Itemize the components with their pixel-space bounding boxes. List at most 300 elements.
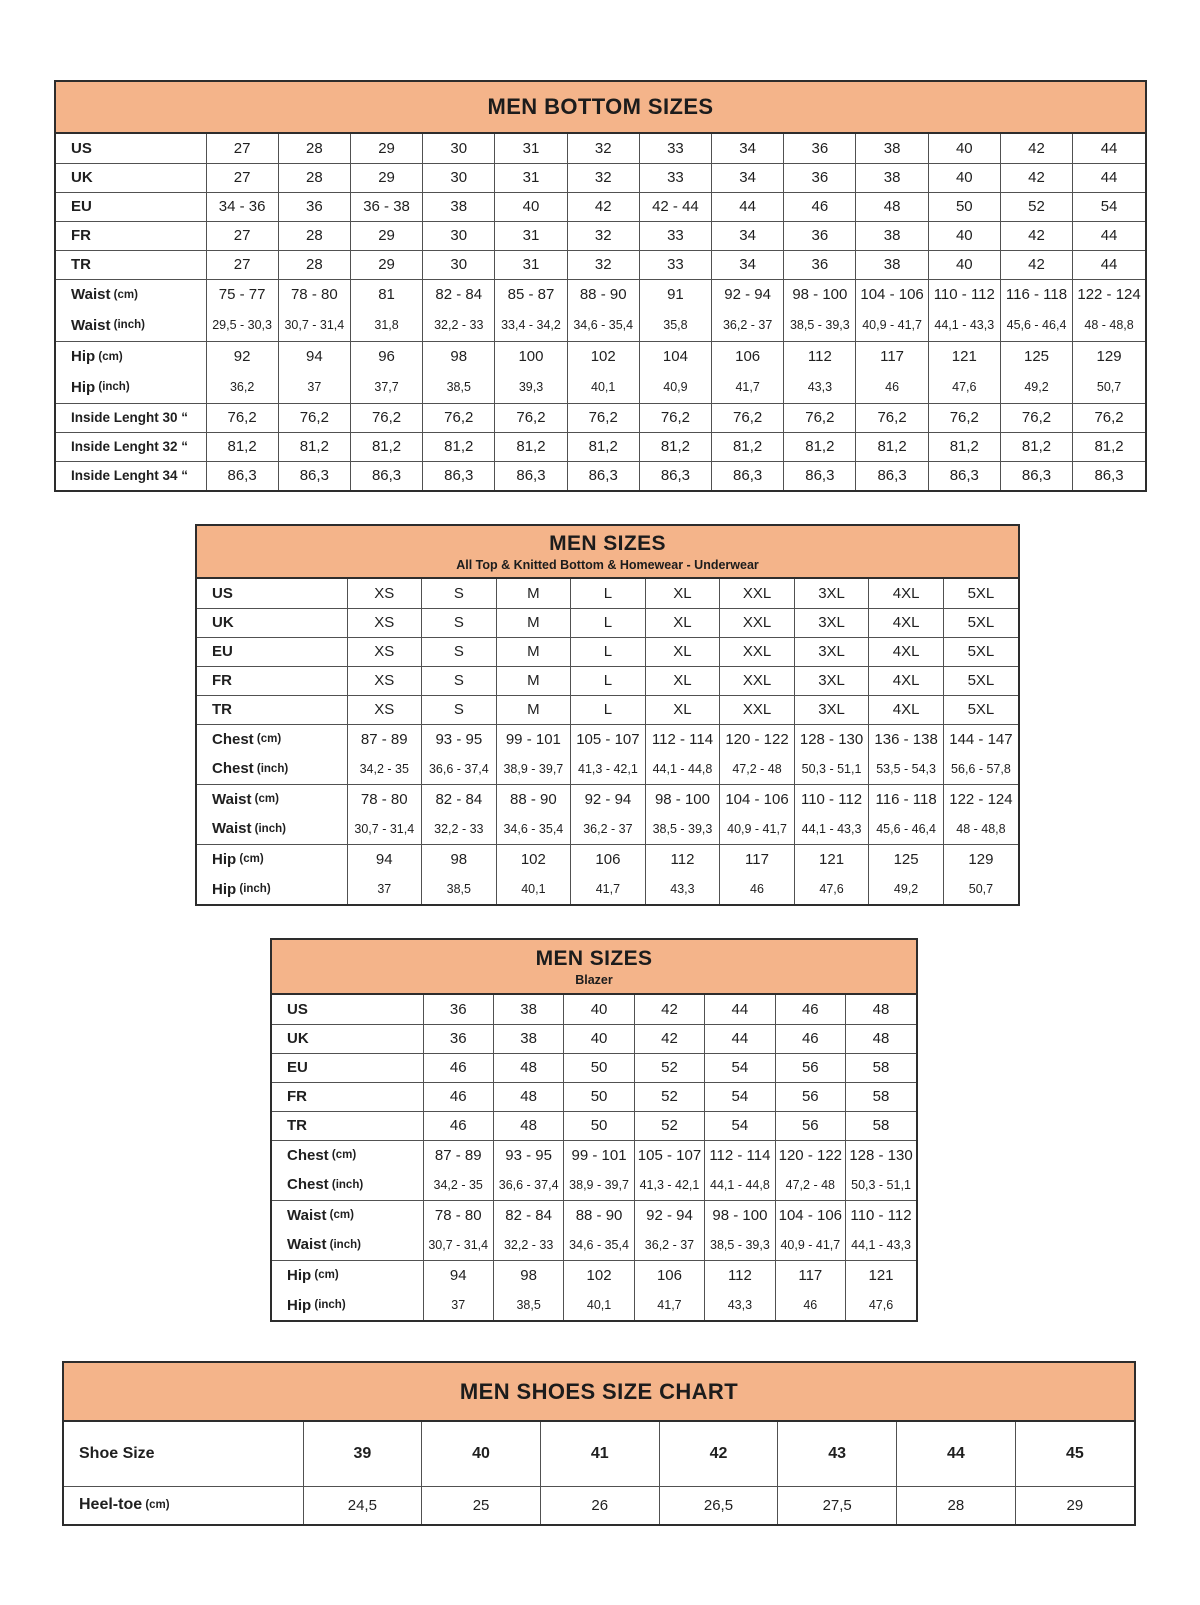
value-cell: XXL bbox=[720, 579, 795, 608]
value-cell: 86,3 bbox=[784, 461, 856, 490]
row-label bbox=[272, 1260, 423, 1320]
value-cell: 76,2 bbox=[928, 403, 1000, 432]
value-cell: 46 bbox=[784, 192, 856, 221]
value-cell: 81 31,8 bbox=[350, 279, 422, 341]
value-cell: 46 bbox=[423, 1053, 493, 1082]
value-cell: 128 - 130 50,3 - 51,1 bbox=[846, 1140, 916, 1200]
value-cell: 81,2 bbox=[567, 432, 639, 461]
value-cell: 43 bbox=[778, 1422, 897, 1486]
value-cell: 42 bbox=[1000, 163, 1072, 192]
row-label-text: Waist (inch) bbox=[212, 820, 286, 838]
table-row bbox=[197, 579, 1018, 608]
value-cell: 3XL bbox=[794, 666, 869, 695]
value-cell: 36 bbox=[784, 134, 856, 163]
value-cell: 36 - 38 bbox=[350, 192, 422, 221]
value-cell: 36 bbox=[278, 192, 350, 221]
value-cell: 34 bbox=[712, 134, 784, 163]
value-cell: XS bbox=[347, 608, 422, 637]
table-row bbox=[197, 666, 1018, 695]
value-cell: 112 43,3 bbox=[784, 341, 856, 403]
row-label-text: EU bbox=[71, 198, 92, 215]
table-row bbox=[56, 403, 1145, 432]
value-cell: 106 41,7 bbox=[712, 341, 784, 403]
value-cell: 76,2 bbox=[206, 403, 278, 432]
row-label-text: Inside Lenght 34 “ bbox=[71, 468, 189, 484]
value-cell: 48 bbox=[493, 1111, 563, 1140]
value-cell: 44 bbox=[1073, 134, 1145, 163]
value-cell: 94 37 bbox=[347, 844, 422, 904]
row-label-text: Hip (cm) bbox=[212, 850, 264, 868]
value-cell: 30 bbox=[423, 134, 495, 163]
value-cell: 34 - 36 bbox=[206, 192, 278, 221]
value-cell: 104 40,9 bbox=[639, 341, 711, 403]
value-cell: 3XL bbox=[794, 579, 869, 608]
value-cell: S bbox=[422, 637, 497, 666]
row-label-text: Waist (inch) bbox=[71, 316, 145, 334]
row-label-text: Hip (cm) bbox=[71, 348, 123, 366]
value-cell: 44 bbox=[712, 192, 784, 221]
value-cell: XS bbox=[347, 579, 422, 608]
value-cell: 99 - 101 38,9 - 39,7 bbox=[496, 724, 571, 784]
value-cell: 104 - 106 40,9 - 41,7 bbox=[720, 784, 795, 844]
value-cell: 78 - 80 30,7 - 31,4 bbox=[347, 784, 422, 844]
table-row bbox=[56, 163, 1145, 192]
table-men-shoes-size-chart bbox=[62, 1361, 1136, 1526]
value-cell: 29 bbox=[350, 134, 422, 163]
value-cell: 112 - 114 44,1 - 44,8 bbox=[705, 1140, 775, 1200]
value-cell: 25 bbox=[422, 1486, 541, 1524]
value-cell: 44 bbox=[1073, 163, 1145, 192]
value-cell: 86,3 bbox=[639, 461, 711, 490]
value-cell: 4XL bbox=[869, 695, 944, 724]
value-cell: 81,2 bbox=[784, 432, 856, 461]
value-cell: M bbox=[496, 637, 571, 666]
value-cell: 117 46 bbox=[775, 1260, 845, 1320]
row-label bbox=[272, 1140, 423, 1200]
value-cell: 58 bbox=[846, 1111, 916, 1140]
value-cell: 81,2 bbox=[639, 432, 711, 461]
value-cell: 34 bbox=[712, 250, 784, 279]
value-cell: 76,2 bbox=[350, 403, 422, 432]
value-cell: 5XL bbox=[943, 695, 1018, 724]
value-cell: XXL bbox=[720, 637, 795, 666]
value-cell: 42 bbox=[1000, 134, 1072, 163]
value-cell: 86,3 bbox=[423, 461, 495, 490]
table-row bbox=[197, 637, 1018, 666]
table-header-bar bbox=[197, 526, 1018, 579]
value-cell: XL bbox=[645, 637, 720, 666]
value-cell: 29 bbox=[350, 163, 422, 192]
value-cell: 33 bbox=[639, 250, 711, 279]
value-cell: 29 bbox=[350, 221, 422, 250]
value-cell: 81,2 bbox=[495, 432, 567, 461]
table-row bbox=[64, 1486, 1134, 1524]
value-cell: 45 bbox=[1015, 1422, 1134, 1486]
value-cell: 42 bbox=[634, 1024, 704, 1053]
value-cell: 52 bbox=[1000, 192, 1072, 221]
table-row bbox=[56, 432, 1145, 461]
value-cell: 85 - 87 33,4 - 34,2 bbox=[495, 279, 567, 341]
value-cell: L bbox=[571, 608, 646, 637]
value-cell: 76,2 bbox=[1000, 403, 1072, 432]
value-cell: 54 bbox=[705, 1082, 775, 1111]
row-label bbox=[272, 995, 423, 1024]
value-cell: 86,3 bbox=[712, 461, 784, 490]
table-row bbox=[272, 995, 916, 1024]
value-cell: L bbox=[571, 666, 646, 695]
value-cell: 5XL bbox=[943, 579, 1018, 608]
value-cell: 88 - 90 34,6 - 35,4 bbox=[567, 279, 639, 341]
row-label bbox=[272, 1053, 423, 1082]
value-cell: 98 38,5 bbox=[422, 844, 497, 904]
value-cell: 125 49,2 bbox=[869, 844, 944, 904]
value-cell: 86,3 bbox=[350, 461, 422, 490]
value-cell: 87 - 89 34,2 - 35 bbox=[347, 724, 422, 784]
value-cell: 32 bbox=[567, 163, 639, 192]
row-label-text: Heel-toe (cm) bbox=[79, 1496, 170, 1514]
row-label-text: TR bbox=[287, 1117, 307, 1134]
value-cell: 38 bbox=[856, 134, 928, 163]
row-label-text: US bbox=[212, 584, 233, 602]
table-row bbox=[272, 1260, 916, 1320]
value-cell: 112 43,3 bbox=[645, 844, 720, 904]
value-cell: L bbox=[571, 637, 646, 666]
value-cell: 106 41,7 bbox=[634, 1260, 704, 1320]
value-cell: 50 bbox=[564, 1082, 634, 1111]
row-label-text: UK bbox=[212, 614, 234, 631]
table-header-bar bbox=[64, 1363, 1134, 1422]
value-cell: 98 - 100 38,5 - 39,3 bbox=[705, 1200, 775, 1260]
table-men-sizes-tops bbox=[195, 524, 1020, 906]
value-cell: 56 bbox=[775, 1082, 845, 1111]
value-cell: M bbox=[496, 695, 571, 724]
row-label bbox=[197, 579, 347, 608]
value-cell: 129 50,7 bbox=[943, 844, 1018, 904]
value-cell: XS bbox=[347, 637, 422, 666]
table-row bbox=[56, 221, 1145, 250]
value-cell: 28 bbox=[897, 1486, 1016, 1524]
value-cell: 105 - 107 41,3 - 42,1 bbox=[634, 1140, 704, 1200]
value-cell: 76,2 bbox=[495, 403, 567, 432]
value-cell: 54 bbox=[1073, 192, 1145, 221]
size-table bbox=[56, 134, 1145, 490]
value-cell: S bbox=[422, 579, 497, 608]
value-cell: 78 - 80 30,7 - 31,4 bbox=[278, 279, 350, 341]
value-cell: 91 35,8 bbox=[639, 279, 711, 341]
table-row bbox=[56, 134, 1145, 163]
value-cell: S bbox=[422, 608, 497, 637]
table-header-bar bbox=[272, 940, 916, 995]
value-cell: 81,2 bbox=[350, 432, 422, 461]
table-subtitle: All Top & Knitted Bottom & Homewear - Underwear bbox=[456, 557, 759, 572]
value-cell: 28 bbox=[278, 221, 350, 250]
row-label bbox=[197, 784, 347, 844]
value-cell: 27 bbox=[206, 221, 278, 250]
value-cell: 121 47,6 bbox=[928, 341, 1000, 403]
value-cell: 81,2 bbox=[206, 432, 278, 461]
value-cell: 105 - 107 41,3 - 42,1 bbox=[571, 724, 646, 784]
value-cell: 42 bbox=[1000, 221, 1072, 250]
row-label bbox=[272, 1024, 423, 1053]
table-row bbox=[197, 844, 1018, 904]
row-label bbox=[56, 432, 206, 461]
value-cell: 98 - 100 38,5 - 39,3 bbox=[784, 279, 856, 341]
value-cell: 110 - 112 44,1 - 43,3 bbox=[846, 1200, 916, 1260]
value-cell: S bbox=[422, 695, 497, 724]
value-cell: 26,5 bbox=[659, 1486, 778, 1524]
value-cell: 56 bbox=[775, 1053, 845, 1082]
row-label bbox=[272, 1200, 423, 1260]
value-cell: 112 43,3 bbox=[705, 1260, 775, 1320]
value-cell: 27 bbox=[206, 250, 278, 279]
value-cell: 32 bbox=[567, 250, 639, 279]
row-label bbox=[56, 221, 206, 250]
value-cell: 121 47,6 bbox=[846, 1260, 916, 1320]
value-cell: 92 - 94 36,2 - 37 bbox=[634, 1200, 704, 1260]
value-cell: S bbox=[422, 666, 497, 695]
table-row bbox=[272, 1200, 916, 1260]
value-cell: 50 bbox=[928, 192, 1000, 221]
value-cell: 31 bbox=[495, 250, 567, 279]
value-cell: 129 50,7 bbox=[1073, 341, 1145, 403]
value-cell: 36 bbox=[784, 221, 856, 250]
value-cell: 86,3 bbox=[856, 461, 928, 490]
value-cell: 86,3 bbox=[1000, 461, 1072, 490]
value-cell: M bbox=[496, 608, 571, 637]
row-label-text: Waist (cm) bbox=[71, 286, 138, 304]
value-cell: 76,2 bbox=[784, 403, 856, 432]
row-label-text: EU bbox=[287, 1059, 308, 1076]
value-cell: XS bbox=[347, 666, 422, 695]
value-cell: 93 - 95 36,6 - 37,4 bbox=[422, 724, 497, 784]
value-cell: 36 bbox=[784, 250, 856, 279]
value-cell: 30 bbox=[423, 221, 495, 250]
value-cell: 88 - 90 34,6 - 35,4 bbox=[496, 784, 571, 844]
value-cell: 38 bbox=[423, 192, 495, 221]
row-label-text: FR bbox=[71, 227, 91, 244]
row-label bbox=[64, 1486, 303, 1524]
value-cell: XXL bbox=[720, 695, 795, 724]
value-cell: XL bbox=[645, 608, 720, 637]
table-subtitle: Blazer bbox=[575, 972, 613, 987]
size-table bbox=[272, 995, 916, 1320]
value-cell: 3XL bbox=[794, 637, 869, 666]
value-cell: 58 bbox=[846, 1082, 916, 1111]
table-row bbox=[272, 1024, 916, 1053]
value-cell: 26 bbox=[540, 1486, 659, 1524]
value-cell: 41 bbox=[540, 1422, 659, 1486]
value-cell: 48 bbox=[846, 1024, 916, 1053]
value-cell: XS bbox=[347, 695, 422, 724]
value-cell: XXL bbox=[720, 608, 795, 637]
value-cell: 31 bbox=[495, 221, 567, 250]
value-cell: 110 - 112 44,1 - 43,3 bbox=[794, 784, 869, 844]
row-label-text: US bbox=[71, 139, 92, 157]
value-cell: 31 bbox=[495, 163, 567, 192]
value-cell: 88 - 90 34,6 - 35,4 bbox=[564, 1200, 634, 1260]
value-cell: 4XL bbox=[869, 637, 944, 666]
value-cell: 44 bbox=[1073, 250, 1145, 279]
row-label-text: Chest (cm) bbox=[287, 1146, 357, 1164]
value-cell: 27 bbox=[206, 134, 278, 163]
table-men-bottom-sizes bbox=[54, 80, 1147, 492]
value-cell: 112 - 114 44,1 - 44,8 bbox=[645, 724, 720, 784]
table-row bbox=[272, 1111, 916, 1140]
value-cell: 54 bbox=[705, 1111, 775, 1140]
value-cell: 92 36,2 bbox=[206, 341, 278, 403]
table-row bbox=[197, 608, 1018, 637]
value-cell: 48 bbox=[493, 1053, 563, 1082]
value-cell: 104 - 106 40,9 - 41,7 bbox=[856, 279, 928, 341]
table-row bbox=[56, 461, 1145, 490]
value-cell: 54 bbox=[705, 1053, 775, 1082]
value-cell: 38 bbox=[856, 221, 928, 250]
value-cell: 3XL bbox=[794, 695, 869, 724]
value-cell: 30 bbox=[423, 163, 495, 192]
value-cell: 40 bbox=[928, 221, 1000, 250]
table-row bbox=[56, 250, 1145, 279]
value-cell: 3XL bbox=[794, 608, 869, 637]
value-cell: 39 bbox=[303, 1422, 422, 1486]
row-label-text: Inside Lenght 32 “ bbox=[71, 439, 189, 454]
value-cell: M bbox=[496, 579, 571, 608]
value-cell: 98 38,5 bbox=[423, 341, 495, 403]
row-label-text: Shoe Size bbox=[79, 1444, 155, 1462]
table-row bbox=[272, 1140, 916, 1200]
row-label-text: Chest (cm) bbox=[212, 730, 282, 748]
value-cell: 122 - 124 48 - 48,8 bbox=[943, 784, 1018, 844]
table-title: MEN SIZES bbox=[535, 946, 653, 970]
row-label bbox=[197, 666, 347, 695]
value-cell: 50 bbox=[564, 1053, 634, 1082]
value-cell: 33 bbox=[639, 163, 711, 192]
value-cell: 42 bbox=[567, 192, 639, 221]
value-cell: 44 bbox=[897, 1422, 1016, 1486]
value-cell: 40 bbox=[928, 163, 1000, 192]
row-label-text: Inside Lenght 30 “ bbox=[71, 410, 189, 425]
value-cell: 58 bbox=[846, 1053, 916, 1082]
value-cell: 76,2 bbox=[423, 403, 495, 432]
table-title: MEN SHOES SIZE CHART bbox=[459, 1378, 739, 1404]
value-cell: 50 bbox=[564, 1111, 634, 1140]
value-cell: XXL bbox=[720, 666, 795, 695]
value-cell: 144 - 147 56,6 - 57,8 bbox=[943, 724, 1018, 784]
value-cell: 32 bbox=[567, 134, 639, 163]
value-cell: 81,2 bbox=[1073, 432, 1145, 461]
value-cell: 86,3 bbox=[206, 461, 278, 490]
row-label bbox=[197, 695, 347, 724]
row-label-text: US bbox=[287, 1000, 308, 1018]
value-cell: 92 - 94 36,2 - 37 bbox=[712, 279, 784, 341]
value-cell: 40 bbox=[495, 192, 567, 221]
value-cell: 29 bbox=[350, 250, 422, 279]
value-cell: 48 bbox=[846, 995, 916, 1024]
value-cell: 48 bbox=[856, 192, 928, 221]
row-label-text: FR bbox=[287, 1088, 307, 1105]
value-cell: 102 40,1 bbox=[496, 844, 571, 904]
row-label bbox=[197, 844, 347, 904]
value-cell: 36 bbox=[423, 1024, 493, 1053]
value-cell: 44 bbox=[705, 995, 775, 1024]
table-men-sizes-blazer bbox=[270, 938, 918, 1322]
value-cell: 76,2 bbox=[1073, 403, 1145, 432]
value-cell: 81,2 bbox=[1000, 432, 1072, 461]
value-cell: 94 37 bbox=[278, 341, 350, 403]
value-cell: XL bbox=[645, 666, 720, 695]
value-cell: 86,3 bbox=[1073, 461, 1145, 490]
row-label-text: Hip (inch) bbox=[212, 880, 271, 898]
row-label-text: EU bbox=[212, 643, 233, 660]
value-cell: 93 - 95 36,6 - 37,4 bbox=[493, 1140, 563, 1200]
value-cell: 31 bbox=[495, 134, 567, 163]
value-cell: 46 bbox=[423, 1082, 493, 1111]
value-cell: 121 47,6 bbox=[794, 844, 869, 904]
row-label bbox=[197, 637, 347, 666]
value-cell: 38 bbox=[493, 995, 563, 1024]
value-cell: 116 - 118 45,6 - 46,4 bbox=[869, 784, 944, 844]
row-label bbox=[272, 1111, 423, 1140]
table-row bbox=[197, 695, 1018, 724]
value-cell: 34 bbox=[712, 221, 784, 250]
value-cell: 120 - 122 47,2 - 48 bbox=[720, 724, 795, 784]
table-row bbox=[56, 279, 1145, 341]
value-cell: 136 - 138 53,5 - 54,3 bbox=[869, 724, 944, 784]
value-cell: M bbox=[496, 666, 571, 695]
value-cell: 82 - 84 32,2 - 33 bbox=[493, 1200, 563, 1260]
value-cell: 46 bbox=[423, 1111, 493, 1140]
value-cell: XL bbox=[645, 579, 720, 608]
value-cell: 82 - 84 32,2 - 33 bbox=[423, 279, 495, 341]
row-label bbox=[56, 250, 206, 279]
value-cell: 98 38,5 bbox=[493, 1260, 563, 1320]
row-label-text: Hip (inch) bbox=[71, 378, 130, 396]
value-cell: 104 - 106 40,9 - 41,7 bbox=[775, 1200, 845, 1260]
value-cell: 36 bbox=[423, 995, 493, 1024]
value-cell: 40 bbox=[564, 1024, 634, 1053]
value-cell: 56 bbox=[775, 1111, 845, 1140]
value-cell: 81,2 bbox=[712, 432, 784, 461]
row-label bbox=[56, 461, 206, 490]
value-cell: 52 bbox=[634, 1111, 704, 1140]
value-cell: 117 46 bbox=[720, 844, 795, 904]
value-cell: 28 bbox=[278, 250, 350, 279]
value-cell: 46 bbox=[775, 995, 845, 1024]
value-cell: 28 bbox=[278, 163, 350, 192]
value-cell: 110 - 112 44,1 - 43,3 bbox=[928, 279, 1000, 341]
value-cell: 5XL bbox=[943, 637, 1018, 666]
value-cell: 48 bbox=[493, 1082, 563, 1111]
row-label-text: Waist (inch) bbox=[287, 1236, 361, 1254]
value-cell: 40 bbox=[928, 134, 1000, 163]
row-label bbox=[197, 608, 347, 637]
row-label-text: UK bbox=[287, 1030, 309, 1047]
row-label bbox=[56, 403, 206, 432]
value-cell: 76,2 bbox=[639, 403, 711, 432]
value-cell: 76,2 bbox=[856, 403, 928, 432]
size-table bbox=[64, 1422, 1134, 1524]
value-cell: 34 bbox=[712, 163, 784, 192]
row-label-text: TR bbox=[212, 701, 232, 718]
row-label-text: FR bbox=[212, 672, 232, 689]
value-cell: 122 - 124 48 - 48,8 bbox=[1073, 279, 1145, 341]
value-cell: 125 49,2 bbox=[1000, 341, 1072, 403]
value-cell: 5XL bbox=[943, 666, 1018, 695]
value-cell: 33 bbox=[639, 134, 711, 163]
value-cell: 27,5 bbox=[778, 1486, 897, 1524]
value-cell: 40 bbox=[564, 995, 634, 1024]
value-cell: 42 bbox=[1000, 250, 1072, 279]
value-cell: 42 bbox=[659, 1422, 778, 1486]
